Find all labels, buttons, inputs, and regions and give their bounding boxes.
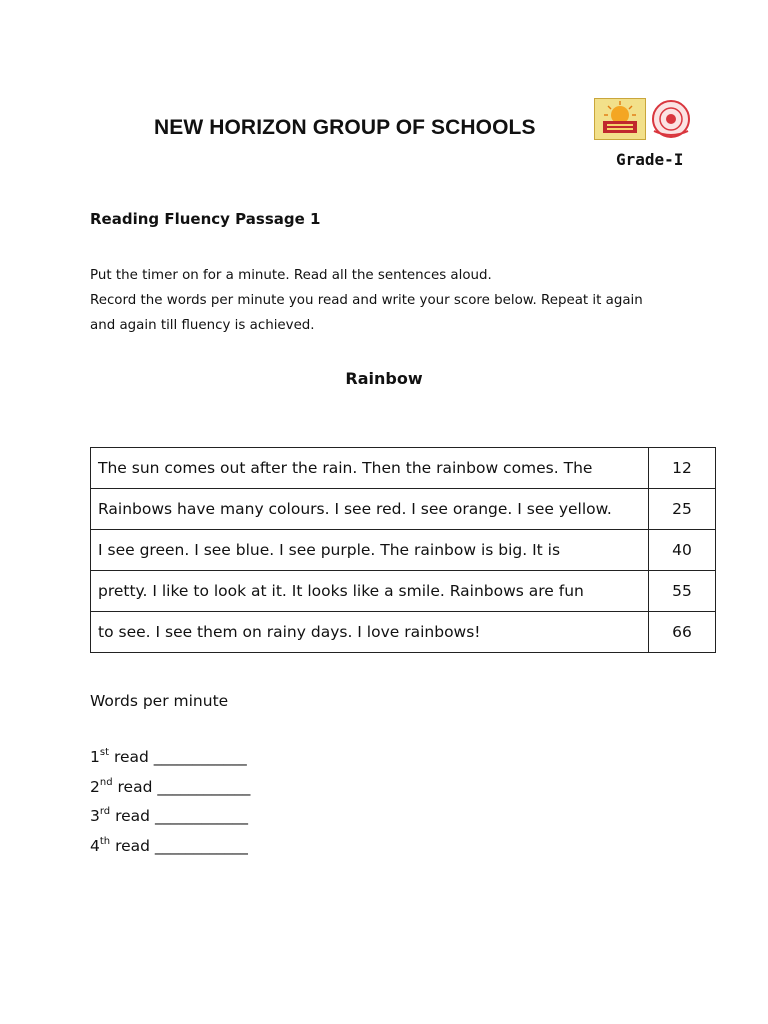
score-blank: ____________ (157, 777, 251, 796)
table-row (91, 612, 716, 653)
read-number: 3 (90, 807, 100, 825)
score-blank: ____________ (154, 836, 248, 855)
read-number: 1 (90, 748, 100, 766)
school-name: NEW HORIZON GROUP OF SCHOOLS (154, 116, 536, 139)
read-label: read (113, 748, 149, 766)
read-ordinal-suffix: th (99, 835, 111, 847)
instruction-line: Put the timer on for a minute. Read all the sentences aloud. (90, 268, 492, 283)
word-count: 66 (649, 612, 716, 653)
school-logos (594, 98, 694, 140)
passage-line: to see. I see them on rainy days. I love rainbows! (91, 612, 649, 653)
table-row (91, 530, 716, 571)
read-score-list (90, 747, 250, 865)
passage-line: I see green. I see blue. I see purple. The rainbow is big. It is (91, 530, 649, 571)
instruction-line: and again till fluency is achieved. (90, 318, 315, 333)
read-score-line (90, 777, 250, 807)
school-crest-logo (594, 98, 646, 140)
read-number: 4 (90, 836, 100, 855)
score-blank: ____________ (154, 807, 248, 825)
story-title: Rainbow (345, 369, 423, 388)
read-ordinal-suffix: st (99, 747, 110, 758)
read-score-line (90, 806, 250, 836)
read-number: 2 (90, 777, 100, 796)
passage-title: Reading Fluency Passage 1 (90, 210, 321, 228)
score-blank: ____________ (153, 748, 247, 766)
passage-line: pretty. I like to look at it. It looks like a smile. Rainbows are fun (91, 571, 649, 612)
instructions (90, 263, 690, 338)
read-label: read (117, 777, 153, 796)
table-row (91, 571, 716, 612)
passage-line: The sun comes out after the rain. Then the rainbow comes. The (91, 448, 649, 489)
passage-table (90, 447, 716, 653)
read-label: read (115, 836, 150, 855)
words-per-minute-label: Words per minute (90, 692, 229, 710)
passage-line: Rainbows have many colours. I see red. I see orange. I see yellow. (91, 489, 649, 530)
read-label: read (115, 807, 151, 825)
read-ordinal-suffix: rd (99, 806, 111, 817)
read-score-line (90, 747, 250, 777)
read-ordinal-suffix: nd (99, 776, 113, 788)
instruction-line: Record the words per minute you read and write your score below. Repeat it again (90, 293, 643, 308)
word-count: 55 (649, 571, 716, 612)
table-row (91, 489, 716, 530)
word-count: 25 (649, 489, 716, 530)
word-count: 12 (649, 448, 716, 489)
word-count: 40 (649, 530, 716, 571)
school-seal-logo (648, 98, 694, 140)
table-row (91, 448, 716, 489)
grade-label: Grade-I (616, 150, 684, 169)
read-score-line (90, 836, 250, 866)
